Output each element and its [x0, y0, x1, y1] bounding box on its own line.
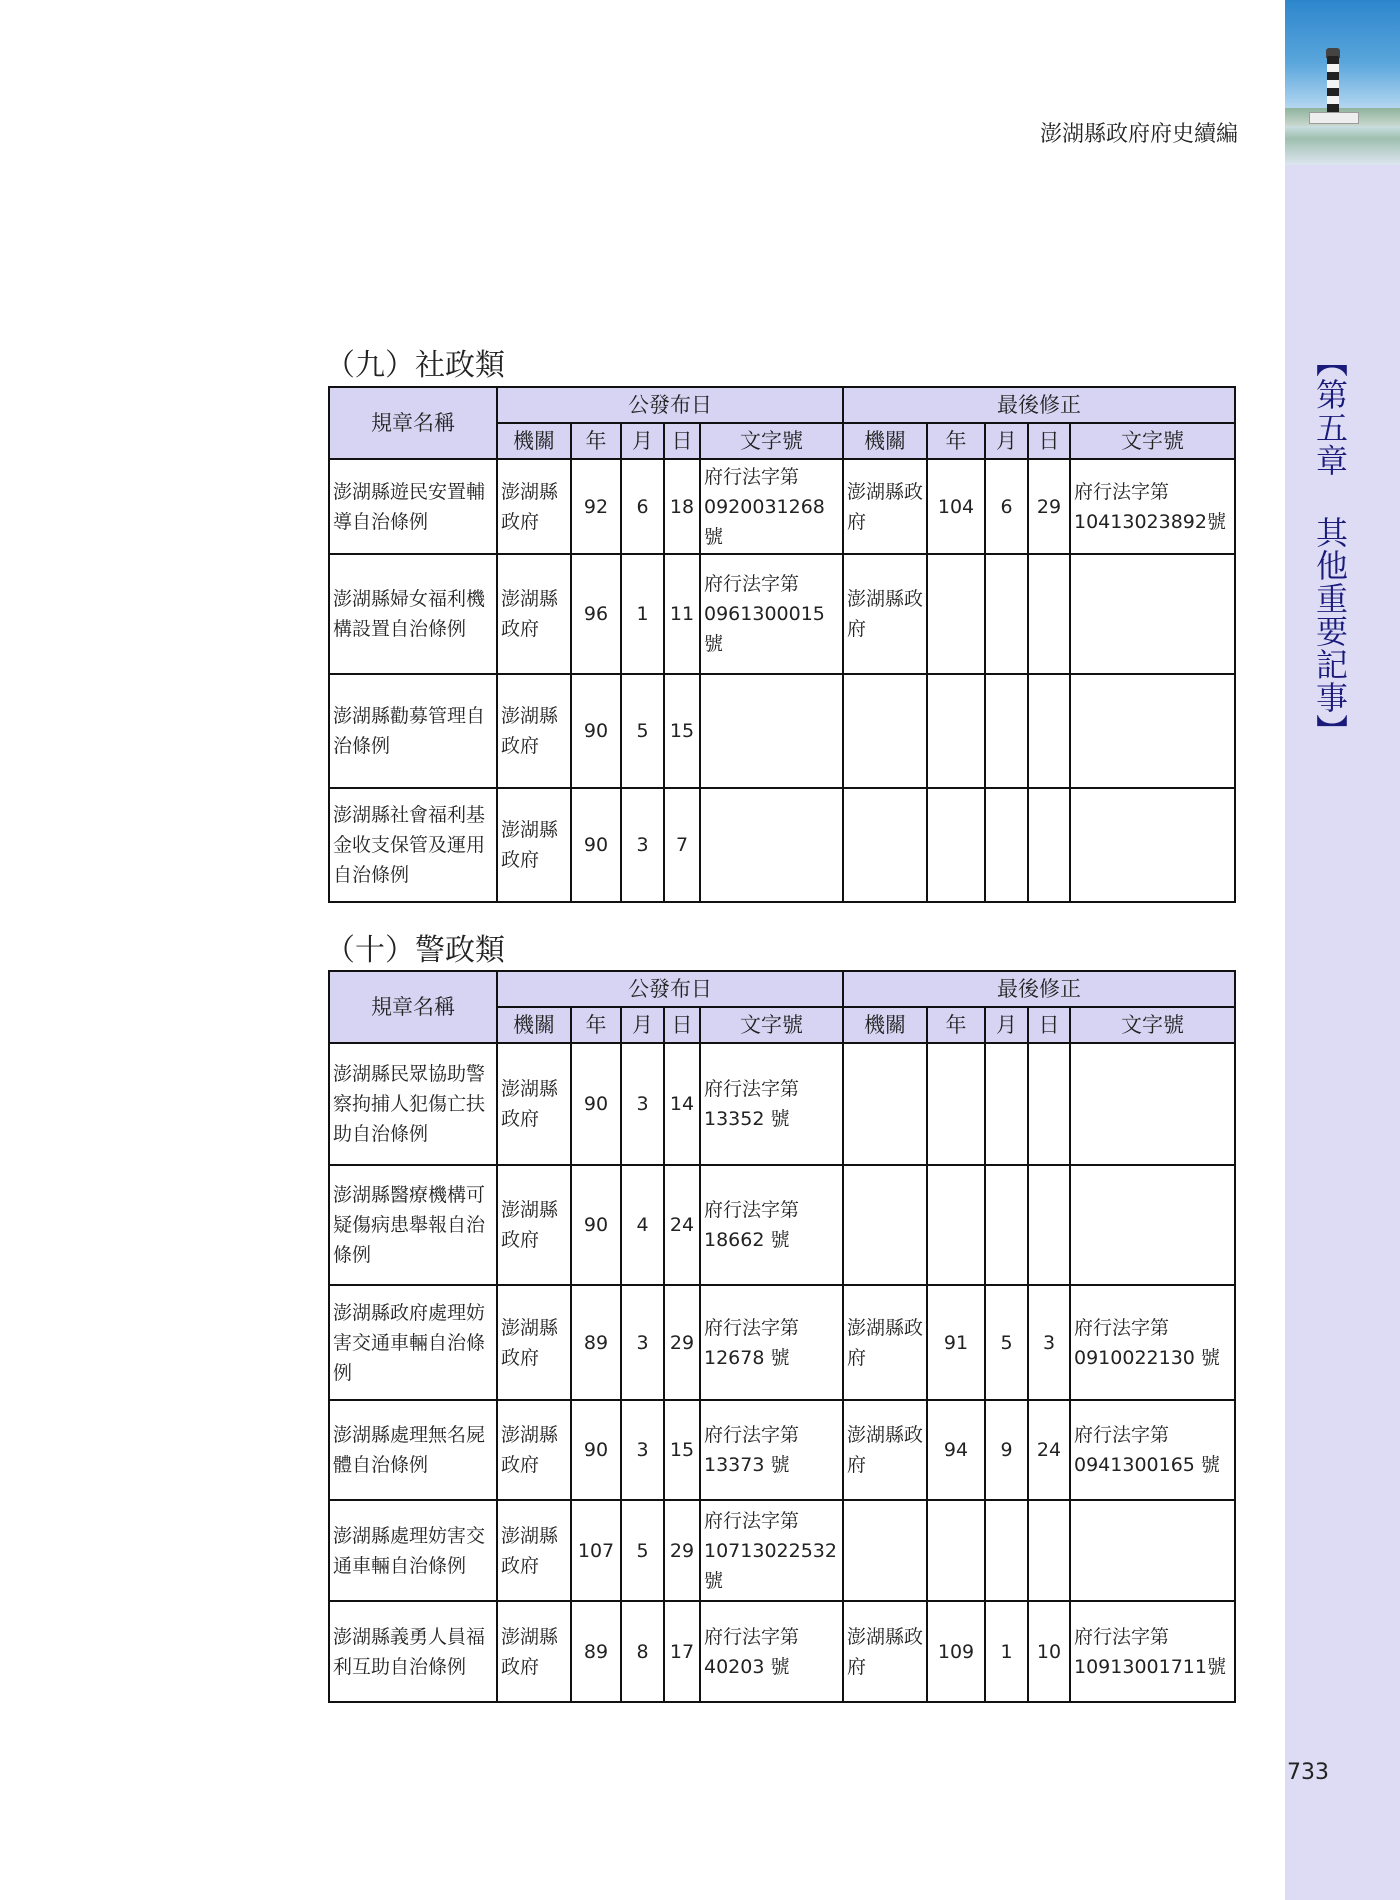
header-amend-day: 日 — [1028, 1007, 1070, 1043]
cell-amend-month — [985, 788, 1028, 902]
cell-amend-doc — [1070, 1500, 1235, 1601]
header-issue: 公發布日 — [497, 387, 843, 423]
keeper-house — [1309, 112, 1359, 124]
cell-amend-year — [927, 1165, 985, 1285]
cell-name: 澎湖縣義勇人員福利互助自治條例 — [329, 1601, 497, 1702]
table-row — [329, 1500, 1235, 1601]
cell-issue-day: 7 — [664, 788, 700, 902]
cell-name: 澎湖縣民眾協助警察拘捕人犯傷亡扶助自治條例 — [329, 1043, 497, 1165]
cell-issue-year: 90 — [571, 788, 621, 902]
table-row — [329, 1285, 1235, 1400]
cell-amend-agency: 澎湖縣政府 — [843, 554, 927, 674]
header-issue-day: 日 — [664, 423, 700, 459]
cell-issue-doc: 府行法字第10713022532號 — [700, 1500, 843, 1601]
cell-amend-doc: 府行法字第0941300165 號 — [1070, 1400, 1235, 1500]
cell-amend-agency: 澎湖縣政府 — [843, 1400, 927, 1500]
cell-amend-day — [1028, 1500, 1070, 1601]
header-amend-year: 年 — [927, 1007, 985, 1043]
cell-issue-year: 90 — [571, 1400, 621, 1500]
cell-amend-year — [927, 1043, 985, 1165]
lighthouse-photo — [1285, 0, 1400, 165]
cell-amend-month: 5 — [985, 1285, 1028, 1400]
cell-issue-month: 6 — [621, 459, 664, 554]
cell-issue-doc: 府行法字第40203 號 — [700, 1601, 843, 1702]
header-issue-month: 月 — [621, 423, 664, 459]
cell-amend-doc — [1070, 674, 1235, 788]
cell-name: 澎湖縣遊民安置輔導自治條例 — [329, 459, 497, 554]
regulation-table-social — [328, 386, 1236, 903]
cell-issue-agency: 澎湖縣政府 — [497, 1400, 571, 1500]
cell-amend-doc: 府行法字第0910022130 號 — [1070, 1285, 1235, 1400]
cell-amend-day — [1028, 788, 1070, 902]
cell-amend-doc — [1070, 554, 1235, 674]
cell-issue-month: 3 — [621, 788, 664, 902]
table-row — [329, 674, 1235, 788]
cell-issue-day: 18 — [664, 459, 700, 554]
cell-issue-month: 4 — [621, 1165, 664, 1285]
cell-issue-month: 3 — [621, 1043, 664, 1165]
header-amend-month: 月 — [985, 1007, 1028, 1043]
cell-amend-doc: 府行法字第10913001711號 — [1070, 1601, 1235, 1702]
cell-issue-day: 15 — [664, 1400, 700, 1500]
header-amend: 最後修正 — [843, 971, 1235, 1007]
cell-amend-year: 104 — [927, 459, 985, 554]
header-amend-day: 日 — [1028, 423, 1070, 459]
cell-issue-agency: 澎湖縣政府 — [497, 1601, 571, 1702]
header-name: 規章名稱 — [329, 387, 497, 459]
cell-amend-year — [927, 788, 985, 902]
cell-issue-year: 89 — [571, 1601, 621, 1702]
cell-issue-agency: 澎湖縣政府 — [497, 788, 571, 902]
cell-issue-month: 3 — [621, 1400, 664, 1500]
cell-amend-agency: 澎湖縣政府 — [843, 1285, 927, 1400]
cell-amend-day: 10 — [1028, 1601, 1070, 1702]
cell-amend-doc — [1070, 1043, 1235, 1165]
cell-issue-year: 96 — [571, 554, 621, 674]
cell-amend-year: 109 — [927, 1601, 985, 1702]
cell-issue-agency: 澎湖縣政府 — [497, 1500, 571, 1601]
cell-issue-month: 3 — [621, 1285, 664, 1400]
cell-amend-month — [985, 1165, 1028, 1285]
cell-amend-year: 91 — [927, 1285, 985, 1400]
cell-amend-agency — [843, 1043, 927, 1165]
chapter-label: 【第五章 其他重要記事】 — [1311, 345, 1349, 747]
header-issue-agency: 機關 — [497, 423, 571, 459]
cell-amend-day — [1028, 554, 1070, 674]
table-row — [329, 1165, 1235, 1285]
cell-issue-day: 29 — [664, 1285, 700, 1400]
cell-amend-day: 3 — [1028, 1285, 1070, 1400]
cell-issue-doc — [700, 788, 843, 902]
cell-amend-agency: 澎湖縣政府 — [843, 459, 927, 554]
header-issue-year: 年 — [571, 1007, 621, 1043]
cell-amend-month: 6 — [985, 459, 1028, 554]
cell-issue-year: 107 — [571, 1500, 621, 1601]
header-issue-month: 月 — [621, 1007, 664, 1043]
header-issue: 公發布日 — [497, 971, 843, 1007]
header-amend-doc: 文字號 — [1070, 1007, 1235, 1043]
cell-issue-month: 5 — [621, 1500, 664, 1601]
cell-amend-agency — [843, 788, 927, 902]
cell-issue-doc — [700, 674, 843, 788]
cell-issue-agency: 澎湖縣政府 — [497, 1285, 571, 1400]
cell-amend-day — [1028, 1165, 1070, 1285]
cell-issue-day: 11 — [664, 554, 700, 674]
cell-issue-doc: 府行法字第12678 號 — [700, 1285, 843, 1400]
cell-amend-agency: 澎湖縣政府 — [843, 1601, 927, 1702]
cell-amend-agency — [843, 1500, 927, 1601]
cell-amend-doc — [1070, 788, 1235, 902]
cell-amend-month — [985, 554, 1028, 674]
header-amend-month: 月 — [985, 423, 1028, 459]
cell-issue-day: 29 — [664, 1500, 700, 1601]
cell-amend-year — [927, 674, 985, 788]
cell-amend-month: 9 — [985, 1400, 1028, 1500]
table-row — [329, 788, 1235, 902]
cell-issue-year: 90 — [571, 674, 621, 788]
cell-issue-agency: 澎湖縣政府 — [497, 554, 571, 674]
table-row — [329, 1043, 1235, 1165]
cell-amend-day — [1028, 674, 1070, 788]
cell-issue-month: 8 — [621, 1601, 664, 1702]
section-title-police: （十）警政類 — [325, 933, 505, 968]
header-name: 規章名稱 — [329, 971, 497, 1043]
cell-issue-day: 17 — [664, 1601, 700, 1702]
cell-issue-agency: 澎湖縣政府 — [497, 674, 571, 788]
header-issue-year: 年 — [571, 423, 621, 459]
cell-name: 澎湖縣醫療機構可疑傷病患舉報自治條例 — [329, 1165, 497, 1285]
cell-issue-month: 5 — [621, 674, 664, 788]
cell-amend-year — [927, 1500, 985, 1601]
cell-issue-year: 92 — [571, 459, 621, 554]
cell-amend-month — [985, 1043, 1028, 1165]
lighthouse-tower — [1327, 56, 1339, 118]
table-row — [329, 554, 1235, 674]
cell-amend-month — [985, 674, 1028, 788]
header-amend-agency: 機關 — [843, 423, 927, 459]
cell-issue-year: 90 — [571, 1043, 621, 1165]
page-number: 733 — [1287, 1760, 1329, 1785]
cell-amend-year — [927, 554, 985, 674]
cell-issue-doc: 府行法字第13373 號 — [700, 1400, 843, 1500]
header-amend-agency: 機關 — [843, 1007, 927, 1043]
cell-amend-agency — [843, 674, 927, 788]
header-amend-year: 年 — [927, 423, 985, 459]
cell-amend-year: 94 — [927, 1400, 985, 1500]
cell-issue-year: 89 — [571, 1285, 621, 1400]
cell-amend-day: 29 — [1028, 459, 1070, 554]
cell-issue-day: 14 — [664, 1043, 700, 1165]
cell-name: 澎湖縣處理無名屍體自治條例 — [329, 1400, 497, 1500]
cell-amend-doc — [1070, 1165, 1235, 1285]
cell-issue-agency: 澎湖縣政府 — [497, 1165, 571, 1285]
table-row — [329, 1400, 1235, 1500]
cell-issue-doc: 府行法字第0920031268號 — [700, 459, 843, 554]
header-issue-doc: 文字號 — [700, 1007, 843, 1043]
table-row — [329, 459, 1235, 554]
cell-issue-doc: 府行法字第13352 號 — [700, 1043, 843, 1165]
cell-issue-year: 90 — [571, 1165, 621, 1285]
table-row — [329, 1601, 1235, 1702]
cell-issue-agency: 澎湖縣政府 — [497, 1043, 571, 1165]
header-issue-agency: 機關 — [497, 1007, 571, 1043]
header-amend-doc: 文字號 — [1070, 423, 1235, 459]
cell-issue-month: 1 — [621, 554, 664, 674]
cell-issue-doc: 府行法字第18662 號 — [700, 1165, 843, 1285]
regulation-table-police — [328, 970, 1236, 1703]
cell-issue-day: 15 — [664, 674, 700, 788]
cell-amend-doc: 府行法字第10413023892號 — [1070, 459, 1235, 554]
cell-name: 澎湖縣勸募管理自治條例 — [329, 674, 497, 788]
running-header: 澎湖縣政府府史續編 — [1040, 122, 1239, 147]
cell-issue-doc: 府行法字第0961300015號 — [700, 554, 843, 674]
section-title-social: （九）社政類 — [325, 348, 505, 383]
header-issue-day: 日 — [664, 1007, 700, 1043]
cell-amend-agency — [843, 1165, 927, 1285]
cell-amend-day: 24 — [1028, 1400, 1070, 1500]
cell-amend-month: 1 — [985, 1601, 1028, 1702]
cell-amend-month — [985, 1500, 1028, 1601]
chapter-sideband — [1285, 0, 1400, 1900]
header-amend: 最後修正 — [843, 387, 1235, 423]
cell-issue-agency: 澎湖縣政府 — [497, 459, 571, 554]
cell-name: 澎湖縣社會福利基金收支保管及運用自治條例 — [329, 788, 497, 902]
cell-issue-day: 24 — [664, 1165, 700, 1285]
cell-name: 澎湖縣政府處理妨害交通車輛自治條例 — [329, 1285, 497, 1400]
cell-name: 澎湖縣婦女福利機構設置自治條例 — [329, 554, 497, 674]
cell-name: 澎湖縣處理妨害交通車輛自治條例 — [329, 1500, 497, 1601]
cell-amend-day — [1028, 1043, 1070, 1165]
header-issue-doc: 文字號 — [700, 423, 843, 459]
